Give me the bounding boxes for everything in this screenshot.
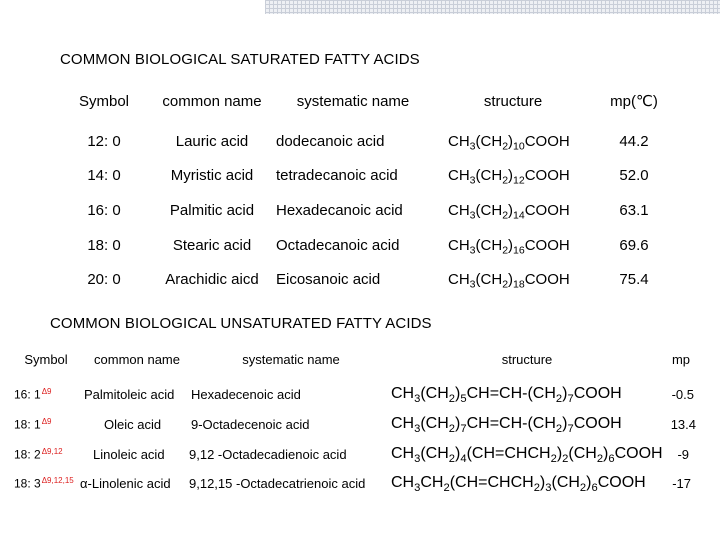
row-symbol: 18: $3^{\Delta 9,12,15}$ bbox=[14, 476, 74, 491]
row-structure: $CH_3(CH_2)_{18}COOH$ bbox=[448, 271, 570, 291]
row-symbol: 18: $1^{\Delta 9}$ bbox=[14, 417, 52, 432]
row-symbol: 20: 0 bbox=[87, 271, 121, 288]
row-common-name: Palmitoleic acid bbox=[84, 387, 175, 402]
row-mp: 63.1 bbox=[619, 202, 649, 219]
sat-header-systematic-name: systematic name bbox=[296, 93, 410, 110]
sat-header-mp: mp(℃) bbox=[610, 93, 658, 110]
row-structure: $CH_3CH_2(CH=CHCH_2)_3(CH_2)_6COOH$ bbox=[391, 474, 646, 494]
row-structure: $CH_3(CH_2)_{10}COOH$ bbox=[448, 133, 570, 153]
row-mp: -0.5 bbox=[671, 387, 694, 402]
row-systematic-name: Eicosanoic acid bbox=[276, 271, 381, 288]
row-mp: 69.6 bbox=[619, 237, 649, 254]
unsat-header-systematic-name: systematic name bbox=[242, 352, 340, 367]
row-common-name: Lauric acid bbox=[175, 133, 249, 150]
sat-header-common-name: common name bbox=[162, 93, 262, 110]
unsat-header-common-name: common name bbox=[94, 352, 180, 367]
row-symbol: 16: $1^{\Delta 9}$ bbox=[14, 387, 52, 402]
row-mp: 75.4 bbox=[619, 271, 649, 288]
row-mp: 44.2 bbox=[619, 133, 649, 150]
row-structure: $CH_3(CH_2)_7CH=CH-(CH_2)_7COOH$ bbox=[391, 415, 622, 435]
row-common-name: Stearic acid bbox=[172, 237, 252, 254]
row-systematic-name: Hexadecanoic acid bbox=[276, 202, 403, 219]
row-structure: $CH_3(CH_2)_{16}COOH$ bbox=[448, 237, 570, 257]
sat-header-symbol: Symbol bbox=[78, 93, 130, 110]
row-structure: $CH_3(CH_2)_5CH=CH-(CH_2)_7COOH$ bbox=[391, 385, 622, 405]
row-systematic-name: 9-Octadecenoic acid bbox=[191, 417, 310, 432]
row-common-name: Linoleic acid bbox=[93, 447, 165, 462]
row-symbol: 18: $2^{\Delta 9,12}$ bbox=[14, 447, 63, 462]
row-systematic-name: Octadecanoic acid bbox=[276, 237, 400, 254]
row-symbol: 18: 0 bbox=[87, 237, 121, 254]
unsaturated-title: COMMON BIOLOGICAL UNSATURATED FATTY ACIDS bbox=[50, 315, 432, 332]
row-symbol: 16: 0 bbox=[87, 202, 121, 219]
row-structure: $CH_3(CH_2)_{12}COOH$ bbox=[448, 167, 570, 187]
row-common-name: Arachidic aicd bbox=[165, 271, 259, 288]
delta-label: Δ9,12,15 bbox=[41, 476, 74, 485]
row-systematic-name: tetradecanoic acid bbox=[276, 167, 398, 184]
row-symbol: 14: 0 bbox=[87, 167, 121, 184]
decorative-grid-strip bbox=[265, 0, 720, 14]
row-systematic-name: 9,12,15 -Octadecatrienoic acid bbox=[189, 476, 366, 491]
row-symbol: 12: 0 bbox=[87, 133, 121, 150]
row-mp: -17 bbox=[672, 476, 691, 491]
row-systematic-name: Hexadecenoic acid bbox=[191, 387, 301, 402]
row-common-name: Myristic acid bbox=[170, 167, 254, 184]
unsat-header-symbol: Symbol bbox=[24, 352, 68, 367]
unsat-header-mp: mp bbox=[671, 352, 691, 367]
row-structure: $CH_3(CH_2)_4(CH=CHCH_2)_2(CH_2)_6COOH$ bbox=[391, 445, 663, 465]
row-mp: 52.0 bbox=[619, 167, 649, 184]
delta-label: Δ9,12 bbox=[41, 447, 63, 456]
row-common-name: Palmitic acid bbox=[169, 202, 255, 219]
row-common-name: α-Linolenic acid bbox=[80, 476, 171, 491]
delta-label: Δ9 bbox=[41, 387, 52, 396]
row-mp: -9 bbox=[677, 447, 689, 462]
delta-label: Δ9 bbox=[41, 417, 52, 426]
row-mp: 13.4 bbox=[670, 417, 696, 432]
row-systematic-name: 9,12 -Octadecadienoic acid bbox=[189, 447, 347, 462]
saturated-title: COMMON BIOLOGICAL SATURATED FATTY ACIDS bbox=[60, 51, 420, 68]
row-systematic-name: dodecanoic acid bbox=[276, 133, 385, 150]
row-structure: $CH_3(CH_2)_{14}COOH$ bbox=[448, 202, 570, 222]
row-common-name: Oleic acid bbox=[104, 417, 162, 432]
unsat-header-structure: structure bbox=[501, 352, 553, 367]
sat-header-structure: structure bbox=[483, 93, 543, 110]
